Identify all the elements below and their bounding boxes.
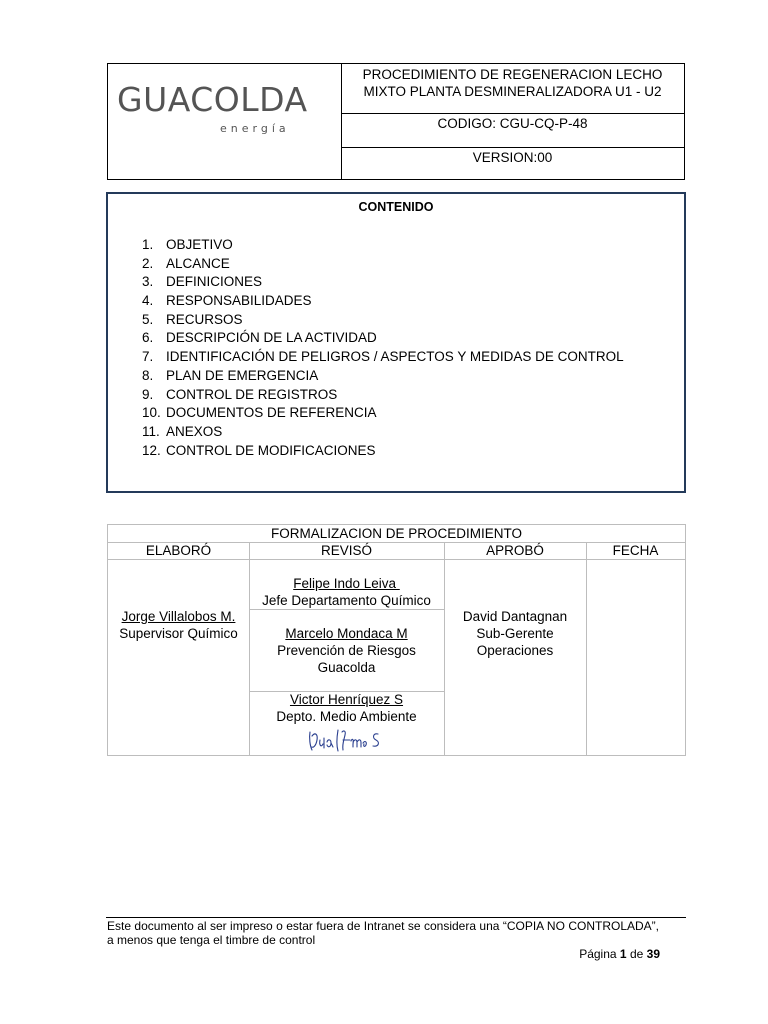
contents-item-number: 3. <box>142 274 154 290</box>
contents-item <box>142 348 624 367</box>
document-code: CODIGO: CGU-CQ-P-48 <box>341 114 684 148</box>
reviso-name-1: Felipe Indo Leiva <box>293 576 400 591</box>
contents-item-label: DEFINICIONES <box>166 274 263 290</box>
page-number <box>560 947 660 961</box>
contents-item-number: 12. <box>142 442 161 458</box>
contents-item <box>142 292 624 311</box>
handwritten-signature <box>306 726 386 754</box>
contents-item-number: 11. <box>142 423 160 439</box>
contents-item <box>142 236 624 255</box>
reviso-name-3: Victor Henríquez S <box>289 692 404 707</box>
aprobo-line1: David Dantagnan <box>462 609 568 624</box>
page-total: 39 <box>646 947 660 961</box>
logo-tagline: energía <box>220 122 290 135</box>
contents-item-label: DOCUMENTOS DE REFERENCIA <box>166 405 377 421</box>
reviso-role-3: Depto. Medio Ambiente <box>276 709 417 724</box>
contents-item-label: PLAN DE EMERGENCIA <box>166 367 319 383</box>
logo-wordmark: GUACOLDA <box>117 80 308 119</box>
contents-item-number: 2. <box>142 255 154 271</box>
aprobo-line3: Operaciones <box>476 643 554 658</box>
contents-item <box>142 367 624 386</box>
document-version: VERSION:00 <box>472 150 553 165</box>
reviso-entry-1 <box>249 575 444 609</box>
contents-item <box>142 423 624 442</box>
contents-item-label: RESPONSABILIDADES <box>166 293 312 309</box>
document-title: PROCEDIMIENTO DE REGENERACION LECHO MIXTO PLANTA DESMINERALIZADORA U1 - U2 <box>341 64 684 114</box>
col-header-aprobo: APROBÓ <box>486 543 544 558</box>
contents-item-label: CONTROL DE REGISTROS <box>166 386 338 402</box>
fecha-cell <box>586 560 685 755</box>
contents-item-number: 4. <box>142 293 154 309</box>
contents-item-label: ALCANCE <box>166 255 230 271</box>
table-of-contents <box>106 192 686 493</box>
aprobo-line2: Sub-Gerente <box>476 626 554 641</box>
aprobo-cell <box>444 608 586 659</box>
contents-item-label: CONTROL DE MODIFICACIONES <box>166 442 376 458</box>
reviso-name-2: Marcelo Mondaca M <box>285 626 408 641</box>
contents-item-label: ANEXOS <box>166 423 223 439</box>
contents-item-number: 10. <box>142 405 161 421</box>
contents-item-number: 1. <box>142 237 154 252</box>
document-header <box>107 63 685 180</box>
reviso-role-2-line1: Prevención de Riesgos <box>277 643 416 658</box>
contents-item <box>142 329 624 348</box>
elaboro-cell <box>108 608 249 642</box>
page-current: 1 <box>619 947 627 961</box>
formalization-title: FORMALIZACION DE PROCEDIMIENTO <box>270 526 523 541</box>
contents-item <box>142 255 624 274</box>
contents-item-label: OBJETIVO <box>166 237 233 252</box>
reviso-entry-3 <box>249 691 444 725</box>
col-header-fecha: FECHA <box>612 543 659 558</box>
contents-item-label: IDENTIFICACIÓN DE PELIGROS / ASPECTOS Y MEDIDAS DE CONTROL <box>166 349 624 365</box>
contents-item-number: 8. <box>142 367 154 383</box>
contents-item <box>142 273 624 292</box>
page-label: Página <box>579 947 617 961</box>
elaboro-role: Supervisor Químico <box>119 626 238 641</box>
contents-item-number: 7. <box>142 349 154 365</box>
col-header-reviso: REVISÓ <box>320 543 372 558</box>
page-of: de <box>629 947 644 961</box>
contents-item <box>142 311 624 330</box>
contents-item <box>142 442 624 461</box>
contents-item-number: 6. <box>142 330 154 346</box>
contents-item-number: 9. <box>142 386 154 402</box>
contents-item-label: DESCRIPCIÓN DE LA ACTIVIDAD <box>166 330 377 346</box>
reviso-role-2-line2: Guacolda <box>317 660 376 675</box>
footer-rule <box>106 917 686 918</box>
reviso-entry-2 <box>249 625 444 676</box>
contents-list <box>142 236 624 460</box>
company-logo <box>108 64 342 179</box>
copy-notice: Este documento al ser impreso o estar fuera de Intranet se considera una “COPIA NO CONTROLADA”, a menos que tenga el timbre de control <box>107 919 659 947</box>
contents-item-number: 5. <box>142 311 154 327</box>
col-header-elaboro: ELABORÓ <box>145 543 212 558</box>
formalization-table <box>107 524 686 756</box>
contents-heading: CONTENIDO <box>358 200 434 214</box>
reviso-role-1: Jefe Departamento Químico <box>262 593 431 608</box>
elaboro-name: Jorge Villalobos M. <box>121 609 236 624</box>
contents-item <box>142 404 624 423</box>
contents-item-label: RECURSOS <box>166 311 243 327</box>
contents-item <box>142 386 624 405</box>
